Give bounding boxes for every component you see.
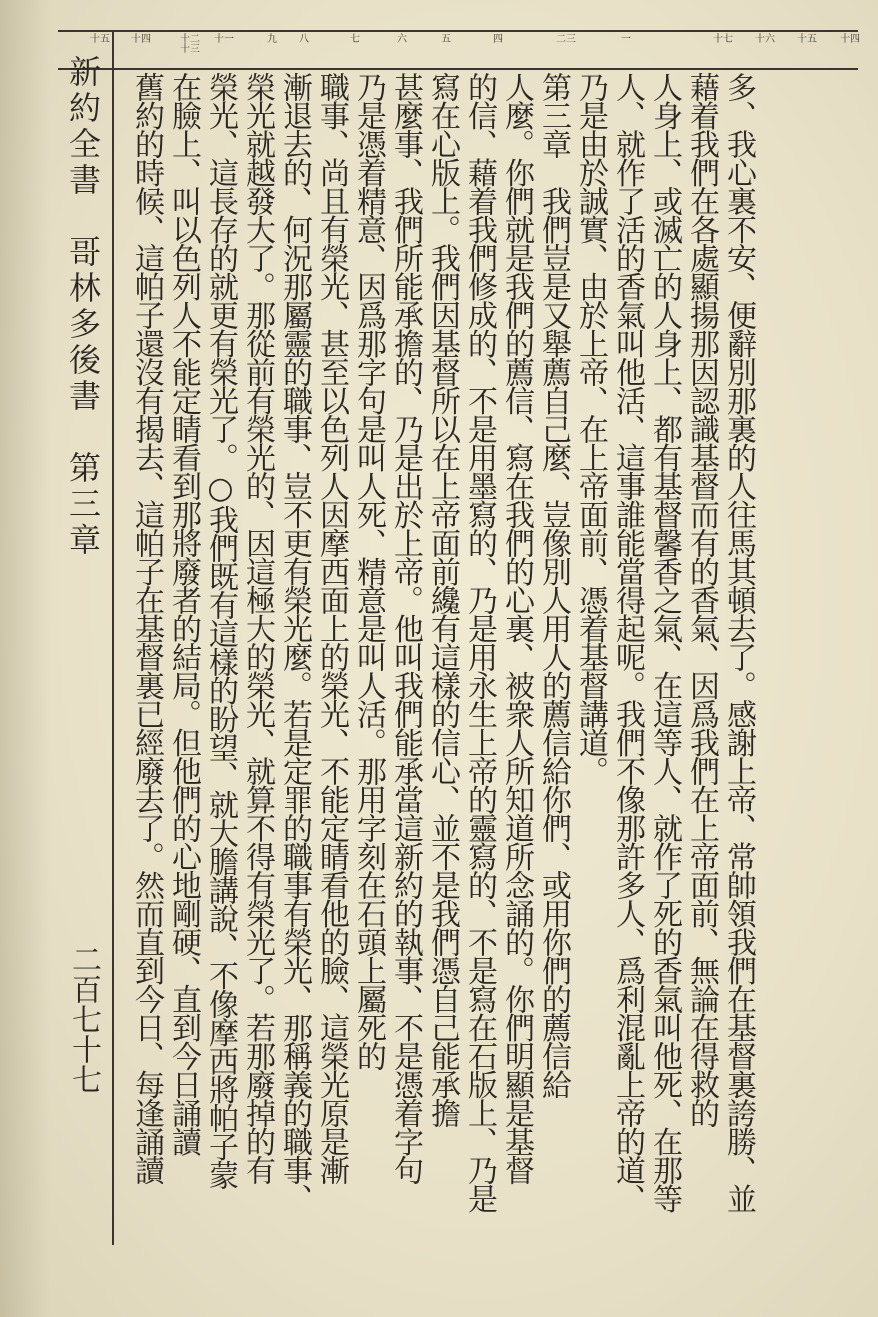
text-column: 職事、尚且有榮光、甚至以色列人因摩西面上的榮光、不能定睛看他的臉、這榮光原是漸 (314, 72, 349, 1184)
verse-number-label: 十一 (214, 34, 234, 45)
text-column: 在臉上、叫以色列人不能定睛看到那將廢者的結局。但他們的心地剛硬、直到今日誦讀 (166, 72, 201, 1155)
text-column: 第三章 我們豈是又舉薦自己麼、豈像別人用人的薦信給你們、或用你們的薦信給 (536, 72, 571, 1098)
text-column: 多、我心裏不安、便辭別那裏的人往馬其頓去了。感謝上帝、常帥領我們在基督裏誇勝、並 (721, 72, 756, 1212)
verse-number-label: 四 (493, 34, 503, 45)
verse-number-label: 二三 (556, 34, 576, 45)
text-column: 寫在心版上。我們因基督所以在上帝面前纔有這樣的信心、並不是我們憑自己能承擔 (425, 72, 460, 1127)
verse-number-label: 十五 (90, 34, 110, 45)
verse-number-label: 五 (441, 34, 451, 45)
verse-number-label: 一 (621, 34, 631, 45)
verse-number-label: 六 (397, 34, 407, 45)
text-column: 漸退去的、何況那屬靈的職事、豈不更有榮光麼。若是定罪的職事有榮光、那稱義的職事、 (277, 72, 312, 1212)
margin-divider (112, 30, 114, 1245)
text-column: 乃是由於誠實、由於上帝、在上帝面前、憑着基督講道。 (573, 72, 608, 785)
text-column: 榮光就越發大了。那從前有榮光的、因這極大的榮光、就算不得有榮光了。若那廢掉的有 (240, 72, 275, 1184)
text-column: 人身上、或滅亡的人身上、都有基督馨香之氣、在這等人、就作了死的香氣叫他死、在那等 (647, 72, 682, 1212)
verse-number-label: 十四 (131, 34, 151, 45)
page-number: 二百七十七 (66, 944, 101, 1094)
running-title: 新約全書 哥林多後書 第三章 (64, 55, 102, 559)
text-columns (128, 72, 757, 1242)
text-column: 人、就作了活的香氣叫他活、這事誰能當得起呢。我們不像那許多人、爲利混亂上帝的道、 (610, 72, 645, 1212)
verse-number-label: 十六 (755, 34, 775, 45)
header-top-rule (58, 30, 858, 32)
verse-number-label: 十二十三 (180, 34, 200, 55)
text-column: 的信、藉着我們修成的、不是用墨寫的、乃是用永生上帝的靈寫的、不是寫在石版上、乃是 (462, 72, 497, 1212)
text-column: 甚麼事、我們所能承擔的、乃是出於上帝。他叫我們能承當這新約的執事、不是憑着字句 (388, 72, 423, 1184)
text-column: 乃是憑着精意、因爲那字句是叫人死、精意是叫人活。那用字刻在石頭上屬死的 (351, 72, 386, 1070)
text-column: 人麼。你們就是我們的薦信、寫在我們的心裏、被衆人所知道所念誦的。你們明顯是基督 (499, 72, 534, 1184)
verse-number-label: 十五 (797, 34, 817, 45)
verse-number-label: 七 (350, 34, 360, 45)
verse-number-label: 十七 (713, 34, 733, 45)
text-column: 藉着我們在各處顯揚那因認識基督而有的香氣、因爲我們在上帝面前、無論在得救的 (684, 72, 719, 1127)
verse-number-label: 十四 (840, 34, 860, 45)
verse-number-label: 九 (267, 34, 277, 45)
text-column: 舊約的時候、這帕子還沒有揭去、這帕子在基督裏已經廢去了。然而直到今日、每逢誦讀 (129, 72, 164, 1184)
header-bottom-rule (58, 68, 858, 70)
verse-number-label: 八 (299, 34, 309, 45)
text-column: 榮光、這長存的就更有榮光了。○我們既有這樣的盼望、就大膽講說、不像摩西將帕子蒙 (203, 72, 238, 1189)
